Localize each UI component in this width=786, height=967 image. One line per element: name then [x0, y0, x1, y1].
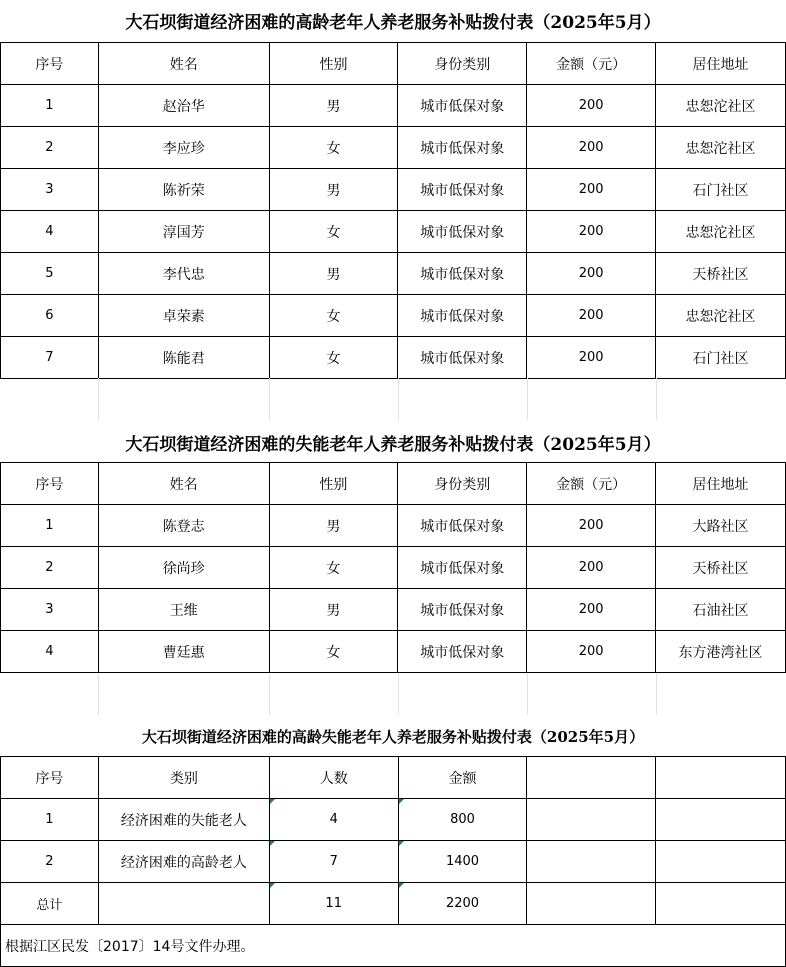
cell[interactable]: 3	[1, 169, 99, 211]
table-row	[1, 211, 786, 253]
cell[interactable]: 经济困难的高龄老人	[98, 841, 269, 883]
cell[interactable]: 200	[527, 589, 656, 631]
cell[interactable]: 1	[1, 505, 99, 547]
table-row	[1, 631, 786, 673]
header-cell[interactable]: 人数	[269, 757, 398, 799]
cell[interactable]: 徐尚珍	[98, 547, 269, 589]
cell[interactable]: 城市低保对象	[398, 589, 527, 631]
table-row	[1, 127, 786, 169]
cell[interactable]	[656, 883, 786, 925]
cell[interactable]: 2	[1, 841, 99, 883]
cell[interactable]: 天桥社区	[656, 547, 786, 589]
table-row	[1, 169, 786, 211]
cell[interactable]: 城市低保对象	[398, 547, 527, 589]
gridline	[269, 378, 270, 420]
cell[interactable]: 男	[269, 85, 398, 127]
cell[interactable]: 城市低保对象	[398, 337, 527, 379]
table-row	[1, 295, 786, 337]
cell[interactable]: 2200	[398, 883, 527, 925]
cell[interactable]: 李代忠	[98, 253, 269, 295]
cell[interactable]: 200	[527, 337, 656, 379]
cell[interactable]	[656, 799, 786, 841]
cell[interactable]: 城市低保对象	[398, 631, 527, 673]
cell[interactable]: 6	[1, 295, 99, 337]
cell[interactable]: 陈登志	[98, 505, 269, 547]
table-row	[1, 337, 786, 379]
cell[interactable]: 忠恕沱社区	[656, 211, 786, 253]
cell[interactable]: 4	[269, 799, 398, 841]
cell[interactable]: 女	[269, 127, 398, 169]
table-row	[1, 547, 786, 589]
cell[interactable]: 陈祈荣	[98, 169, 269, 211]
cell[interactable]: 女	[269, 631, 398, 673]
header-cell[interactable]: 居住地址	[656, 43, 786, 85]
cell[interactable]: 石门社区	[656, 337, 786, 379]
empty-grid-row	[0, 673, 786, 715]
cell[interactable]: 城市低保对象	[398, 295, 527, 337]
cell[interactable]: 200	[527, 169, 656, 211]
header-cell[interactable]	[527, 757, 656, 799]
cell[interactable]: 200	[527, 253, 656, 295]
gridline	[98, 673, 99, 715]
cell[interactable]: 东方港湾社区	[656, 631, 786, 673]
table-header-row	[1, 463, 786, 505]
cell[interactable]: 李应珍	[98, 127, 269, 169]
cell[interactable]: 天桥社区	[656, 253, 786, 295]
header-cell[interactable]: 金额	[398, 757, 527, 799]
summary-table	[0, 756, 786, 967]
cell[interactable]: 4	[1, 631, 99, 673]
cell[interactable]: 经济困难的失能老人	[98, 799, 269, 841]
cell[interactable]: 男	[269, 505, 398, 547]
cell[interactable]: 800	[398, 799, 527, 841]
note-row	[1, 925, 786, 967]
header-cell[interactable]: 类别	[98, 757, 269, 799]
cell[interactable]: 女	[269, 547, 398, 589]
table-row	[1, 253, 786, 295]
cell[interactable]: 200	[527, 505, 656, 547]
table-row	[1, 505, 786, 547]
header-cell[interactable]: 居住地址	[656, 463, 786, 505]
header-cell[interactable]: 性别	[269, 463, 398, 505]
cell[interactable]: 石油社区	[656, 589, 786, 631]
cell[interactable]: 7	[269, 841, 398, 883]
cell[interactable]: 女	[269, 337, 398, 379]
empty-grid-row	[0, 378, 786, 420]
cell[interactable]: 忠恕沱社区	[656, 295, 786, 337]
gridline	[656, 673, 657, 715]
cell[interactable]: 城市低保对象	[398, 169, 527, 211]
cell[interactable]: 城市低保对象	[398, 211, 527, 253]
cell[interactable]	[98, 883, 269, 925]
table-row	[1, 799, 786, 841]
disabled-elderly-subsidy-table	[0, 462, 786, 673]
cell[interactable]	[527, 883, 656, 925]
cell[interactable]: 1400	[398, 841, 527, 883]
cell[interactable]: 200	[527, 547, 656, 589]
cell[interactable]: 男	[269, 589, 398, 631]
cell[interactable]: 忠恕沱社区	[656, 85, 786, 127]
table-total-row	[1, 883, 786, 925]
cell[interactable]: 200	[527, 85, 656, 127]
cell[interactable]: 石门社区	[656, 169, 786, 211]
header-cell[interactable]: 性别	[269, 43, 398, 85]
header-cell[interactable]	[656, 757, 786, 799]
cell[interactable]: 总计	[1, 883, 99, 925]
cell[interactable]: 城市低保对象	[398, 85, 527, 127]
gridline	[527, 378, 528, 420]
cell[interactable]: 男	[269, 253, 398, 295]
cell[interactable]: 1	[1, 85, 99, 127]
cell[interactable]: 曹廷惠	[98, 631, 269, 673]
cell[interactable]: 王维	[98, 589, 269, 631]
cell[interactable]: 200	[527, 295, 656, 337]
cell[interactable]: 赵治华	[98, 85, 269, 127]
cell[interactable]: 城市低保对象	[398, 253, 527, 295]
note-cell[interactable]: 根据江区民发〔2017〕14号文件办理。	[1, 925, 786, 967]
table3-title: 大石坝街道经济困难的高龄失能老年人养老服务补贴拨付表（2025年5月）	[141, 728, 645, 746]
table1-title: 大石坝街道经济困难的高龄老年人养老服务补贴拨付表（2025年5月）	[125, 13, 661, 33]
cell[interactable]: 200	[527, 127, 656, 169]
gridline	[527, 673, 528, 715]
header-cell[interactable]: 身份类别	[398, 43, 527, 85]
cell[interactable]	[527, 799, 656, 841]
cell[interactable]: 2	[1, 127, 99, 169]
header-cell[interactable]: 序号	[1, 43, 99, 85]
cell[interactable]: 陈能君	[98, 337, 269, 379]
header-cell[interactable]: 序号	[1, 757, 99, 799]
cell[interactable]: 200	[527, 631, 656, 673]
cell[interactable]: 淳国芳	[98, 211, 269, 253]
header-cell[interactable]: 金额（元）	[527, 463, 656, 505]
cell[interactable]: 城市低保对象	[398, 505, 527, 547]
gridline	[98, 378, 99, 420]
cell[interactable]: 2	[1, 547, 99, 589]
table-row	[1, 589, 786, 631]
gridline	[269, 673, 270, 715]
header-cell[interactable]: 身份类别	[398, 463, 527, 505]
cell[interactable]: 城市低保对象	[398, 127, 527, 169]
cell[interactable]: 女	[269, 211, 398, 253]
table2-title: 大石坝街道经济困难的失能老年人养老服务补贴拨付表（2025年5月）	[125, 435, 661, 455]
cell[interactable]: 3	[1, 589, 99, 631]
cell[interactable]: 4	[1, 211, 99, 253]
table-header-row	[1, 757, 786, 799]
gridline	[398, 673, 399, 715]
cell[interactable]: 男	[269, 169, 398, 211]
table-row	[1, 85, 786, 127]
cell[interactable]: 1	[1, 799, 99, 841]
cell[interactable]	[656, 841, 786, 883]
header-cell[interactable]: 金额（元）	[527, 43, 656, 85]
cell[interactable]: 7	[1, 337, 99, 379]
elderly-subsidy-table	[0, 42, 786, 379]
cell[interactable]: 200	[527, 211, 656, 253]
gridline	[398, 378, 399, 420]
cell[interactable]: 5	[1, 253, 99, 295]
header-cell[interactable]: 序号	[1, 463, 99, 505]
cell[interactable]: 忠恕沱社区	[656, 127, 786, 169]
cell[interactable]: 11	[269, 883, 398, 925]
cell[interactable]: 卓荣素	[98, 295, 269, 337]
cell[interactable]	[527, 841, 656, 883]
header-cell[interactable]: 姓名	[98, 43, 269, 85]
cell[interactable]: 女	[269, 295, 398, 337]
table-header-row	[1, 43, 786, 85]
header-cell[interactable]: 姓名	[98, 463, 269, 505]
table-row	[1, 841, 786, 883]
gridline	[656, 378, 657, 420]
cell[interactable]: 大路社区	[656, 505, 786, 547]
